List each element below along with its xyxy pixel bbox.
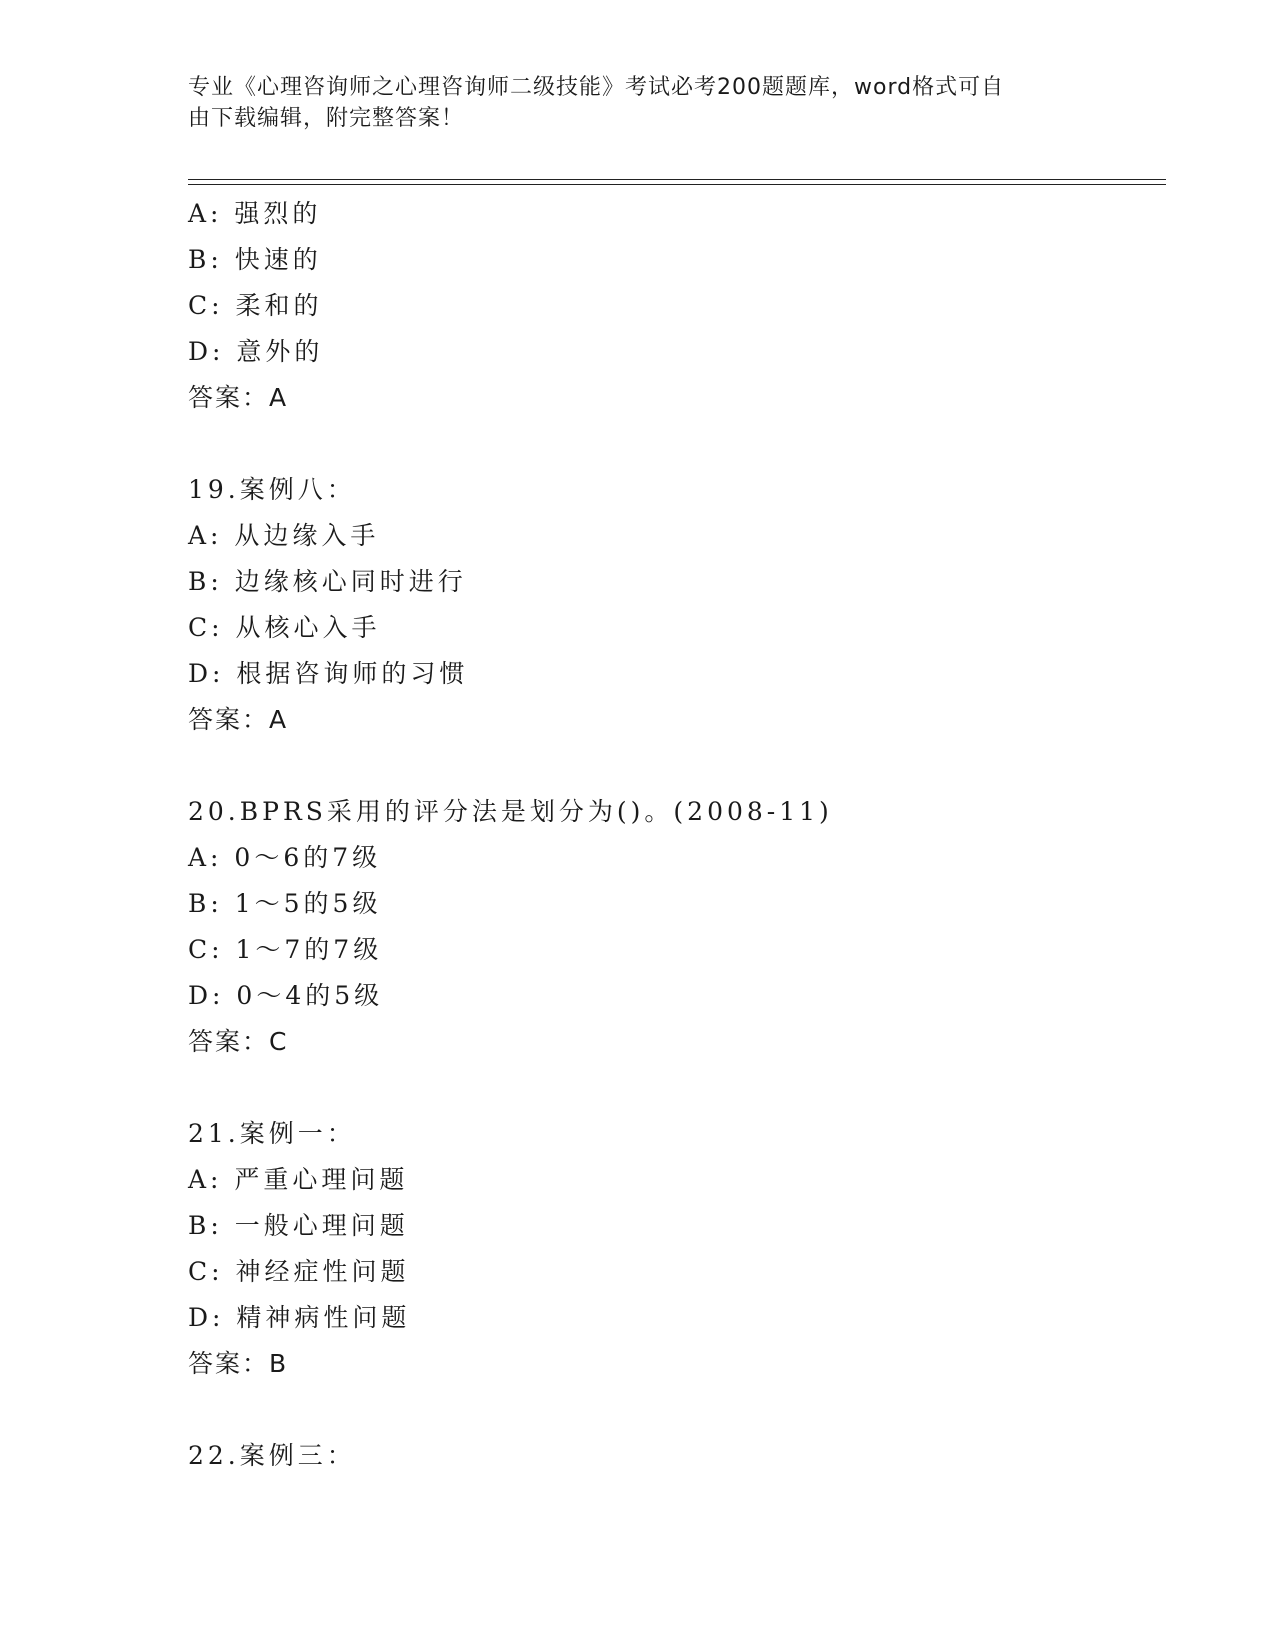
answer-line: 答案：A xyxy=(188,705,289,734)
question-22-stem: 22.案例三： xyxy=(188,1441,356,1470)
option-a: A: 0～6的7级 xyxy=(188,843,382,872)
option-a: A: 强烈的 xyxy=(188,199,322,228)
spacer xyxy=(188,421,1138,467)
answer-line: 答案：B xyxy=(188,1349,289,1378)
option-b: B: 一般心理问题 xyxy=(188,1211,409,1240)
option-d: D: 精神病性问题 xyxy=(188,1303,411,1332)
option-c: C: 1～7的7级 xyxy=(188,935,383,964)
spacer xyxy=(188,1387,1138,1433)
spacer xyxy=(188,1065,1138,1111)
answer-line: 答案：A xyxy=(188,383,289,412)
answer-line: 答案：C xyxy=(188,1027,289,1056)
option-c: C: 柔和的 xyxy=(188,291,323,320)
header-line-1: 专业《心理咨询师之心理咨询师二级技能》考试必考200题题库，word格式可自 xyxy=(188,75,1005,100)
option-b: B: 快速的 xyxy=(188,245,322,274)
spacer xyxy=(188,743,1138,789)
option-d: D: 0～4的5级 xyxy=(188,981,384,1010)
option-c: C: 神经症性问题 xyxy=(188,1257,410,1286)
option-b: B: 边缘核心同时进行 xyxy=(188,567,467,596)
question-19-stem: 19.案例八： xyxy=(188,475,356,504)
question-21-stem: 21.案例一： xyxy=(188,1119,356,1148)
option-a: A: 严重心理问题 xyxy=(188,1165,409,1194)
option-d: D: 根据咨询师的习惯 xyxy=(188,659,469,688)
header-line-2: 由下载编辑，附完整答案！ xyxy=(188,106,465,131)
question-list xyxy=(188,191,1138,1479)
question-20-stem: 20.BPRS采用的评分法是划分为()。(2008-11) xyxy=(188,797,833,826)
header-divider-bottom xyxy=(188,184,1166,185)
document-header xyxy=(188,72,1088,134)
option-d: D: 意外的 xyxy=(188,337,324,366)
header-divider-top xyxy=(188,179,1166,180)
option-b: B: 1～5的5级 xyxy=(188,889,382,918)
option-a: A: 从边缘入手 xyxy=(188,521,380,550)
option-c: C: 从核心入手 xyxy=(188,613,381,642)
